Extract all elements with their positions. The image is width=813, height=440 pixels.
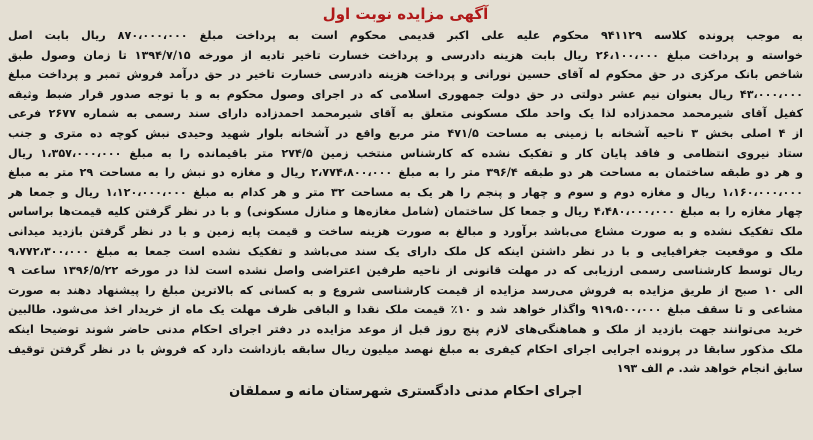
notice-line: کفیل آقای شیرمحمد محمدزاده لذا یک واحد ملک مسکونی متعلق به آقای شیرمحمد احمدزاده دارای سند رسمی به شماره ۲۶۷۷ فرعی: [8, 107, 803, 121]
notice-line: چهار مغازه را به مبلغ ۴،۴۸۰،۰۰۰،۰۰۰ ریال و جمعا کل ساختمان (شامل مغازه‌ها و منازل مسکونی) و با در نظر گرفتن کلیه قیمت‌ها براساس: [8, 205, 803, 219]
notice-signature: اجرای احکام مدنی دادگستری شهرستان مانه و سملقان: [229, 383, 582, 399]
notice-line: و هر دو طبقه ساختمان به مساحت هر دو طبقه ۳۹۶/۴ متر را به مبلغ ۲،۷۷۴،۸۰۰،۰۰۰ ریال و مغازه دو نبش را به مساحت ۲۹ متر به مبلغ: [8, 166, 803, 180]
notice-line: الی ۱۰ صبح از طریق مزایده به فروش می‌رسد مزایده از قیمت کارشناسی شروع و به کسانی که بالاترین مبلغ را پیشنهاد دهند به صورت: [8, 283, 803, 297]
notice-line: خواسته و پرداخت مبلغ ۲۶،۱۰۰،۰۰۰ ریال بابت هزینه دادرسی و پرداخت خسارت تاخیر تادیه از مورخه ۱۳۹۴/۷/۱۵ تا زمان وصول طبق: [8, 48, 803, 62]
notice-title: آگهی مزایده نوبت اول: [322, 5, 489, 23]
notice-line: خرید می‌توانند جهت بازدید از ملک و هماهنگی‌های لازم پنج روز قبل از موعد مزایده در دفتر اجرای احکام مدنی حاضر شوند توضیحا اینکه: [8, 322, 803, 336]
notice-line: ریال توسط کارشناسی رسمی ارزیابی که در مهلت قانونی از ناحیه طرفین اعتراضی واصل نشده است لذا در مورخه ۱۳۹۶/۵/۲۲ ساعت ۹: [8, 264, 803, 278]
notice-line: شاخص بانک مرکزی در حق محکوم له آقای حسین نورانی و پرداخت هزینه دادرسی خسارت تاخیر در حق درآمد فروش تمبر و پرداخت مبلغ: [8, 68, 803, 82]
notice-line: مشاعی و تا سقف مبلغ ۹۱۹،۵۰۰،۰۰۰ واگذار خواهد شد و ۱۰٪ قیمت ملک نقدا و الباقی ظرف مهلت یک ماه از خریدار اخذ می‌شود. طالبین: [8, 303, 803, 317]
notice-line: ملک و موقعیت جغرافیایی و با در نظر داشتن اینکه کل ملک دارای یک سند می‌باشد و تفکیک نشده است جمعا به مبلغ ۹،۷۷۲،۳۰۰،۰۰۰: [8, 244, 803, 258]
notice-line: ملک مذکور سابقا در پرونده اجرایی اجرای احکام کیفری به مبلغ نهصد میلیون ریال سابقه بازداشت دارد که فروش با در نظر گرفتن توقیف: [8, 342, 803, 356]
notice-line: به موجب پرونده کلاسه ۹۴۱۱۲۹ محکوم علیه علی اکبر قدیمی محکوم است به پرداخت مبلغ ۸۷۰،۰۰۰،۰۰۰ ریال بابت اصل: [8, 29, 803, 42]
notice-line: ۴۳،۰۰۰،۰۰۰ ریال بعنوان نیم عشر دولتی در حق دولت جمهوری اسلامی که در اجرای وصول محکوم به و با توجه صدور قرار ضبط وثیقه: [8, 87, 803, 101]
notice-line: ۱،۱۶۰،۰۰۰،۰۰۰ ریال و مغازه دوم و سوم و چهار و پنجم را هر یک به مساحت ۳۲ متر و هر کدام به مبلغ ۱،۱۲۰،۰۰۰،۰۰۰ ریال و جمعا هر: [8, 185, 803, 199]
notice-line: سابق انجام خواهد شد. م الف ۱۹۳: [616, 362, 803, 376]
notice-line: از ۴ اصلی بخش ۳ ناحیه آشخانه با زمینی به مساحت ۴۷۱/۵ متر مربع واقع در آشخانه بلوار شهید وحیدی نبش کوچه ده متری و جنب: [8, 126, 803, 140]
notice-body: [8, 26, 803, 379]
notice-line: ملک تفکیک نشده و به صورت مشاع می‌باشد برآورد و مبالغ به صورت هزینه ساخت و قیمت پایه زمین و با در نظر گرفتن بازدید میدانی: [8, 224, 803, 238]
notice-line: ستاد نیروی انتظامی و فاقد پایان کار و تفکیک نشده که کارشناس منتخب زمین ۲۷۴/۵ متر باقیمانده را به مبلغ ۱،۳۵۷،۰۰۰،۰۰۰ ریال: [8, 146, 803, 160]
